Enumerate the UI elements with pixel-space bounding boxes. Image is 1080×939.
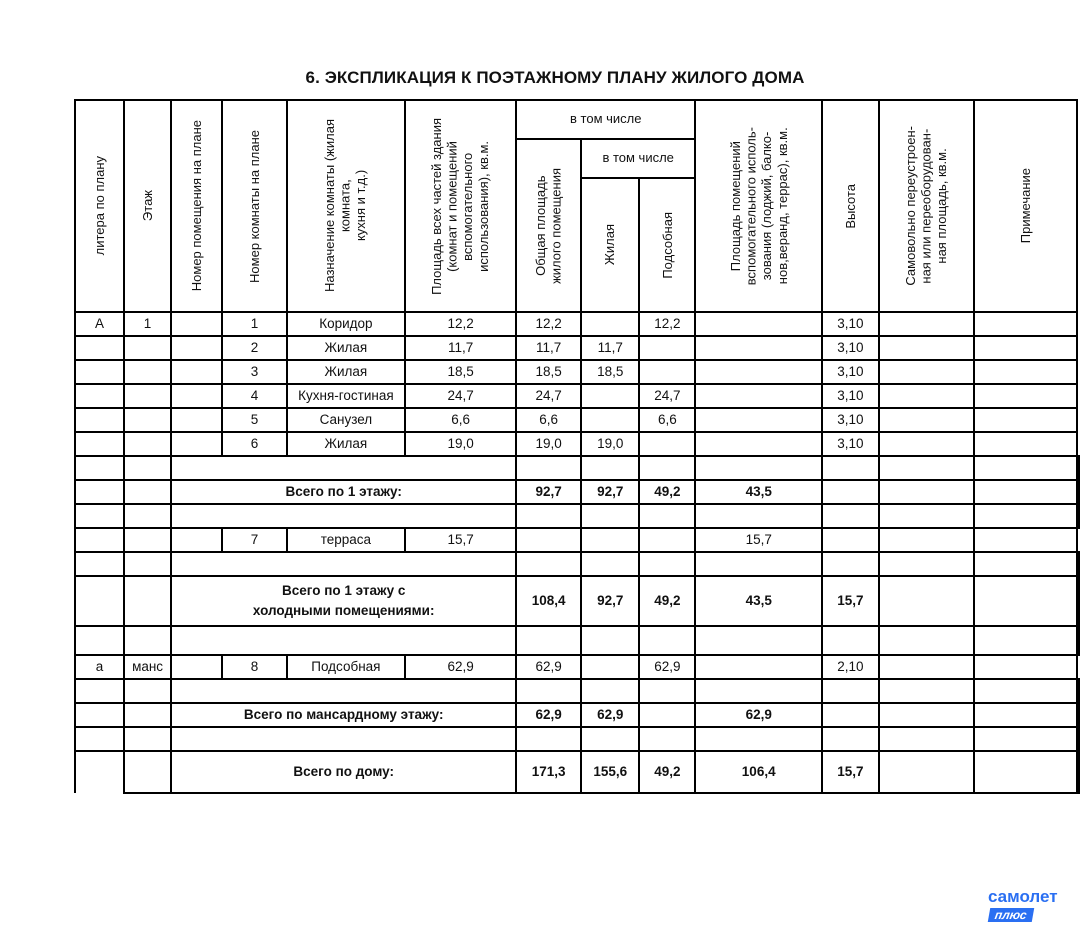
cell-etazh (124, 432, 171, 456)
cell-etazh (124, 576, 171, 626)
cell-vys: 3,10 (822, 408, 879, 432)
cell-blank (879, 552, 975, 576)
cell-blank (639, 504, 695, 528)
table-row (75, 751, 1079, 793)
cell-obsh: 12,2 (516, 312, 581, 336)
cell-nomer: 2 (222, 336, 286, 360)
table-row (75, 456, 1079, 480)
cell-litera (75, 480, 124, 504)
cell-pods: 6,6 (639, 408, 695, 432)
cell-pom (171, 360, 222, 384)
cell-pom (171, 528, 222, 552)
cell-prim (974, 528, 1077, 552)
cell-blank-label (171, 626, 516, 655)
header-podsobnaya: Подсобная (639, 178, 695, 312)
header-litera: литера по плану (75, 100, 124, 312)
cell-vspom (695, 360, 822, 384)
cell-litera (75, 528, 124, 552)
cell-obsh: 11,7 (516, 336, 581, 360)
cell-name: Подсобная (287, 655, 405, 679)
table-row (75, 504, 1079, 528)
header-ploshad-vspom: Площадь помещений вспомогательного исполь- зования (лоджий, балко- нов,веранд, террас), кв.м. (695, 100, 822, 312)
cell-etazh (124, 456, 171, 480)
cell-vspom (822, 480, 879, 504)
table-row (75, 703, 1079, 727)
header-vysota: Высота (822, 100, 879, 312)
cell-litera (75, 360, 124, 384)
cell-pom (171, 312, 222, 336)
header-nomer-komnaty: Номер комнаты на плане (222, 100, 286, 312)
table-row (75, 552, 1079, 576)
cell-litera (75, 552, 124, 576)
cell-vspom (695, 312, 822, 336)
cell-blank (1077, 504, 1079, 528)
cell-blank (581, 552, 639, 576)
page-title: 6. ЭКСПЛИКАЦИЯ К ПОЭТАЖНОМУ ПЛАНУ ЖИЛОГО ДОМА (305, 68, 805, 87)
cell-blank (822, 626, 879, 655)
table-row (75, 727, 1079, 751)
table-row (75, 480, 1079, 504)
cell-litera (75, 336, 124, 360)
total-label: Всего по 1 этажу с холодными помещениями: (171, 576, 516, 626)
cell-total: 19,0 (405, 432, 516, 456)
cell-etazh (124, 384, 171, 408)
header-v-tom-chisle-2: в том числе (581, 139, 695, 178)
cell-litera (75, 679, 124, 703)
cell-samov (879, 655, 975, 679)
cell-blank (974, 727, 1077, 751)
cell-blank (695, 552, 822, 576)
cell-blank (581, 456, 639, 480)
cell-pom (171, 384, 222, 408)
cell-samov (974, 480, 1077, 504)
cell-litera (75, 727, 124, 751)
cell-nomer: 4 (222, 384, 286, 408)
cell-prim (974, 360, 1077, 384)
cell-litera (75, 408, 124, 432)
cell-blank (1077, 552, 1079, 576)
cell-etazh (124, 528, 171, 552)
cell-nomer: 5 (222, 408, 286, 432)
cell-vys (879, 576, 975, 626)
cell-blank (879, 626, 975, 655)
cell-etazh (124, 626, 171, 655)
header-zhilaya: Жилая (581, 178, 639, 312)
total-label: Всего по дому: (171, 751, 516, 793)
cell-vspom (695, 384, 822, 408)
table-row (75, 336, 1079, 360)
cell-blank (581, 504, 639, 528)
cell-zhil (581, 408, 639, 432)
cell-litera (75, 432, 124, 456)
cell-nomer: 8 (222, 655, 286, 679)
cell-vspom (695, 336, 822, 360)
cell-prim (1077, 480, 1079, 504)
cell-blank-label (171, 504, 516, 528)
cell-pods (639, 432, 695, 456)
cell-samov (879, 336, 975, 360)
table-row (75, 312, 1079, 336)
cell-vspom (822, 703, 879, 727)
cell-litera (75, 576, 124, 626)
table-row (75, 655, 1079, 679)
cell-blank (581, 679, 639, 703)
header-v-tom-chisle: в том числе (516, 100, 695, 139)
cell-obsh: 155,6 (581, 751, 639, 793)
header-primechanie: Примечание (974, 100, 1077, 312)
cell-samov (879, 528, 975, 552)
cell-total: 18,5 (405, 360, 516, 384)
header-etazh: Этаж (124, 100, 171, 312)
cell-blank (974, 456, 1077, 480)
cell-blank (639, 727, 695, 751)
cell-blank (879, 727, 975, 751)
cell-litera (75, 626, 124, 655)
cell-samov (974, 751, 1077, 793)
cell-zhil (581, 655, 639, 679)
cell-prim (974, 336, 1077, 360)
cell-etazh: 1 (124, 312, 171, 336)
cell-vys (879, 703, 975, 727)
cell-pods: 43,5 (695, 480, 822, 504)
cell-blank (516, 679, 581, 703)
cell-pom (171, 655, 222, 679)
cell-blank (879, 679, 975, 703)
cell-vys: 3,10 (822, 360, 879, 384)
table-row (75, 408, 1079, 432)
cell-zhil (639, 703, 695, 727)
cell-etazh (124, 360, 171, 384)
header-naznachenie: Назначение комнаты (жилая комната, кухня и т.д.) (287, 100, 405, 312)
cell-obsh: 92,7 (581, 480, 639, 504)
cell-litera (75, 456, 124, 480)
cell-nomer: 6 (222, 432, 286, 456)
cell-litera (75, 504, 124, 528)
cell-pods: 43,5 (695, 576, 822, 626)
cell-vys: 3,10 (822, 384, 879, 408)
cell-prim (974, 432, 1077, 456)
cell-blank (695, 504, 822, 528)
cell-blank (516, 456, 581, 480)
cell-litera (75, 384, 124, 408)
cell-etazh (124, 751, 171, 793)
cell-pods: 62,9 (695, 703, 822, 727)
cell-prim (974, 655, 1077, 679)
cell-blank (974, 552, 1077, 576)
cell-obsh: 62,9 (516, 655, 581, 679)
samolet-plus-logo (988, 887, 1074, 924)
explication-table (74, 99, 1080, 794)
cell-blank (879, 504, 975, 528)
cell-vys (879, 480, 975, 504)
cell-blank (639, 679, 695, 703)
cell-etazh (124, 408, 171, 432)
cell-etazh (124, 703, 171, 727)
cell-blank (516, 727, 581, 751)
cell-pom (171, 432, 222, 456)
cell-name: Кухня-гостиная (287, 384, 405, 408)
cell-blank (1077, 456, 1079, 480)
cell-prim (974, 384, 1077, 408)
cell-litera (75, 703, 124, 727)
cell-name: Жилая (287, 336, 405, 360)
cell-etazh (124, 504, 171, 528)
cell-vspom (695, 432, 822, 456)
cell-samov (879, 408, 975, 432)
cell-blank (822, 456, 879, 480)
cell-zhil (581, 312, 639, 336)
cell-blank (822, 552, 879, 576)
cell-samov (879, 312, 975, 336)
logo-sub-text: плюс (988, 908, 1034, 922)
cell-zhil: 49,2 (639, 751, 695, 793)
cell-obsh: 24,7 (516, 384, 581, 408)
cell-samov (879, 360, 975, 384)
cell-blank (695, 626, 822, 655)
cell-vys (822, 528, 879, 552)
cell-prim (1077, 576, 1079, 626)
cell-etazh (124, 679, 171, 703)
table-row (75, 626, 1079, 655)
cell-blank (974, 626, 1077, 655)
cell-blank (516, 552, 581, 576)
cell-pods: 62,9 (639, 655, 695, 679)
cell-obsh: 62,9 (581, 703, 639, 727)
cell-pods: 24,7 (639, 384, 695, 408)
cell-vys: 2,10 (822, 655, 879, 679)
cell-pods: 106,4 (695, 751, 822, 793)
cell-obsh: 18,5 (516, 360, 581, 384)
cell-blank (581, 626, 639, 655)
table-row (75, 679, 1079, 703)
cell-vspom (695, 408, 822, 432)
cell-samov (974, 703, 1077, 727)
cell-blank (639, 552, 695, 576)
cell-prim (974, 312, 1077, 336)
cell-total: 92,7 (516, 480, 581, 504)
table-row (75, 384, 1079, 408)
cell-name: Санузел (287, 408, 405, 432)
cell-name: Коридор (287, 312, 405, 336)
cell-blank-label (171, 679, 516, 703)
cell-total: 6,6 (405, 408, 516, 432)
cell-blank (879, 456, 975, 480)
cell-zhil: 49,2 (639, 576, 695, 626)
total-label: Всего по 1 этажу: (171, 480, 516, 504)
cell-zhil: 18,5 (581, 360, 639, 384)
cell-total: 15,7 (405, 528, 516, 552)
cell-obsh: 19,0 (516, 432, 581, 456)
cell-prim (1077, 751, 1079, 793)
cell-vspom: 15,7 (695, 528, 822, 552)
cell-vys: 3,10 (822, 312, 879, 336)
cell-nomer: 7 (222, 528, 286, 552)
cell-zhil: 49,2 (639, 480, 695, 504)
cell-blank (695, 679, 822, 703)
cell-nomer: 3 (222, 360, 286, 384)
cell-blank (639, 626, 695, 655)
cell-nomer: 1 (222, 312, 286, 336)
cell-prim (1077, 703, 1079, 727)
header-ploshad-vseh: Площадь всех частей здания (комнат и помещений вспомогательного использования), кв.м. (405, 100, 516, 312)
cell-blank (581, 727, 639, 751)
cell-total: 62,9 (516, 703, 581, 727)
cell-blank (822, 727, 879, 751)
cell-litera (75, 751, 124, 793)
header-obshaya-zhilaya: Общая площадь жилого помещения (516, 139, 581, 312)
cell-blank (1077, 727, 1079, 751)
header-row-1 (75, 100, 1079, 139)
cell-blank (1077, 679, 1079, 703)
cell-blank-label (171, 456, 516, 480)
cell-vys: 3,10 (822, 432, 879, 456)
cell-etazh: манс (124, 655, 171, 679)
cell-vspom: 15,7 (822, 576, 879, 626)
cell-blank (695, 727, 822, 751)
cell-total: 12,2 (405, 312, 516, 336)
cell-zhil (581, 528, 639, 552)
cell-etazh (124, 480, 171, 504)
cell-pods: 12,2 (639, 312, 695, 336)
cell-vspom: 15,7 (822, 751, 879, 793)
cell-zhil: 11,7 (581, 336, 639, 360)
cell-blank (974, 504, 1077, 528)
cell-samov (879, 384, 975, 408)
cell-total: 11,7 (405, 336, 516, 360)
table-row (75, 576, 1079, 626)
cell-name: Жилая (287, 360, 405, 384)
table-row (75, 432, 1079, 456)
table-row (75, 528, 1079, 552)
cell-pods (639, 336, 695, 360)
cell-vys (879, 751, 975, 793)
cell-obsh: 92,7 (581, 576, 639, 626)
cell-total: 62,9 (405, 655, 516, 679)
cell-pom (171, 336, 222, 360)
cell-vspom (695, 655, 822, 679)
header-nomer-pomescheniya: Номер помещения на плане (171, 100, 222, 312)
cell-blank (974, 679, 1077, 703)
cell-blank (822, 504, 879, 528)
table-row (75, 360, 1079, 384)
cell-blank-label (171, 552, 516, 576)
logo-main-text: самолет (988, 887, 1058, 906)
cell-blank (695, 456, 822, 480)
header-samovolno: Самовольно переустроен- ная или переоборудован- ная площадь, кв.м. (879, 100, 975, 312)
cell-prim (974, 408, 1077, 432)
cell-blank-label (171, 727, 516, 751)
cell-litera: А (75, 312, 124, 336)
cell-total: 24,7 (405, 384, 516, 408)
cell-samov (974, 576, 1077, 626)
cell-zhil (581, 384, 639, 408)
cell-total: 171,3 (516, 751, 581, 793)
cell-blank (1077, 626, 1079, 655)
cell-blank (639, 456, 695, 480)
total-label: Всего по мансардному этажу: (171, 703, 516, 727)
cell-pods (639, 360, 695, 384)
cell-blank (516, 504, 581, 528)
cell-obsh: 6,6 (516, 408, 581, 432)
cell-vys: 3,10 (822, 336, 879, 360)
cell-name: терраса (287, 528, 405, 552)
cell-blank (822, 679, 879, 703)
cell-zhil: 19,0 (581, 432, 639, 456)
cell-etazh (124, 336, 171, 360)
cell-blank (516, 626, 581, 655)
cell-obsh (516, 528, 581, 552)
cell-etazh (124, 727, 171, 751)
cell-name: Жилая (287, 432, 405, 456)
cell-pods (639, 528, 695, 552)
cell-etazh (124, 552, 171, 576)
cell-litera: а (75, 655, 124, 679)
cell-total: 108,4 (516, 576, 581, 626)
cell-pom (171, 408, 222, 432)
cell-samov (879, 432, 975, 456)
